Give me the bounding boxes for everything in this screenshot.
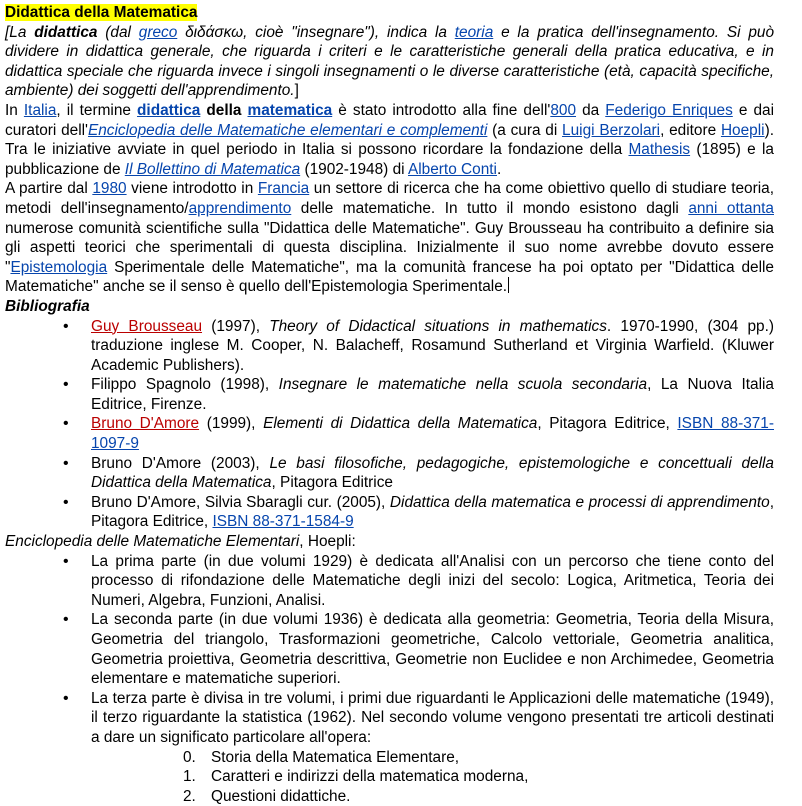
link-bruno-damore[interactable]: Bruno D'Amore <box>91 415 200 433</box>
link-matematica[interactable]: matematica <box>247 101 333 119</box>
link-didattica[interactable]: didattica <box>137 101 201 119</box>
term-didattica: didattica <box>34 23 98 41</box>
list-item: • Bruno D'Amore (1999), Elementi di Didattica della Matematica, Pitagora Editrice, ISBN 88-371-1097-9 <box>5 414 774 453</box>
link-alberto-conti[interactable]: Alberto Conti <box>407 160 497 178</box>
link-luigi-berzolari[interactable]: Luigi Berzolari <box>562 121 661 139</box>
link-epistemologia[interactable]: Epistemologia <box>10 258 108 276</box>
list-item: • La seconda parte (in due volumi 1936) è dedicata alla geometria: Geometria, Teoria della Misura, Geometria del triangolo, Trasformazioni geometriche, Calcolo vettoriale, Geometria analitica, Geometria proiettiva, Geometria descrittiva, Geometrie non Euclidee e non Archimedee, Geometria elementare e matematiche superiori. <box>5 610 774 688</box>
link-isbn-1584[interactable]: ISBN 88-371-1584-9 <box>212 513 354 531</box>
paragraph-italia: In Italia, il termine didattica della matematica è stato introdotto alla fine dell'800 da Federigo Enriques e dai curatori dell'Enciclopedia delle Matematiche elementari e complementi (a cura di Luigi Berzolari, editore Hoepli). Tra le iniziative avviate in quel periodo in Italia si possono ricordare la fondazione della Mathesis (1895) e la pubblicazione de Il Bollettino di Matematica (1902-1948) di Alberto Conti. <box>5 101 775 178</box>
link-teoria[interactable]: teoria <box>454 23 494 41</box>
link-isbn-1097[interactable]: ISBN 88-371-1097-9 <box>91 415 774 453</box>
enciclopedia-list <box>5 552 774 748</box>
link-francia[interactable]: Francia <box>257 180 310 198</box>
bibliografia-heading: Bibliografia <box>5 297 90 315</box>
intro-paragraph: [La didattica (dal greco διδάσκω, cioè "insegnare"), indica la teoria e la pratica dell'insegnamento. Si può dividere in didattica generale, che riguarda i criteri e le caratteristiche generali della pratica educativa, e in didattica speciale che riguarda invece i singoli insegnamenti o le diverse caratteristiche (età, capacità specifiche, ambiente) dei soggetti dell'apprendimento.] <box>5 23 775 100</box>
document-title: Didattica della Matematica <box>5 4 198 21</box>
list-item: 0. Storia della Matematica Elementare, <box>183 748 460 766</box>
link-bollettino[interactable]: Il Bollettino di Matematica <box>124 160 301 178</box>
document-body <box>5 3 774 806</box>
link-guy-brousseau[interactable]: Guy Brousseau <box>91 317 203 335</box>
link-1980[interactable]: 1980 <box>92 180 127 198</box>
list-item: 1. Caratteri e indirizzi della matematica moderna, <box>183 768 529 786</box>
link-greco[interactable]: greco <box>138 23 178 41</box>
text-cursor <box>508 277 509 293</box>
link-anni-ottanta[interactable]: anni ottanta <box>688 199 774 217</box>
list-item: • Guy Brousseau (1997), Theory of Didactical situations in mathematics. 1970-1990, (304 pp.) traduzione inglese M. Cooper, N. Balacheff, Rosamund Sutherland et Virginia Warfield. (Kluwer Academic Publishers). <box>5 317 774 376</box>
list-item: • Bruno D'Amore, Silvia Sbaragli cur. (2005), Didattica della matematica e processi di apprendimento, Pitagora Editrice, ISBN 88-371-1584-9 <box>5 493 774 532</box>
link-hoepli[interactable]: Hoepli <box>720 121 765 139</box>
list-item: • Bruno D'Amore (2003), Le basi filosofiche, pedagogiche, epistemologiche e concettuali della Didattica della Matematica, Pitagora Editrice <box>5 454 774 493</box>
enciclopedia-heading: Enciclopedia delle Matematiche Elementari, Hoepli: <box>5 533 356 551</box>
list-item: • La prima parte (in due volumi 1929) è dedicata all'Analisi con un percorso che tiene conto del processo di rifondazione delle Matematiche degli inizi del secolo: Logica, Aritmetica, Teoria dei Numeri, Algebra, Funzioni, Analisi. <box>5 552 774 611</box>
paragraph-francia: A partire dal 1980 viene introdotto in Francia un settore di ricerca che ha come obiettivo quello di studiare teoria, metodi dell'insegnamento/apprendimento delle matematiche. In tutto il mondo esistono dagli anni ottanta numerose comunità scientifiche sulla "Didattica delle Matematiche". Guy Brousseau ha contribuito a definire sia gli aspetti teorici che sperimentali di questa disciplina. Inizialmente il suo nome avrebbe dovuto essere "Epistemologia Sperimentale delle Matematiche", ma la comunità francese ha poi optato per "Didattica delle Matematiche" anche se il senso è quello dell'Epistemologia Sperimentale. <box>5 180 774 296</box>
link-italia[interactable]: Italia <box>23 101 57 119</box>
link-apprendimento[interactable]: apprendimento <box>188 199 292 217</box>
articoli-list <box>5 748 774 806</box>
link-mathesis[interactable]: Mathesis <box>628 141 691 159</box>
list-item: • Filippo Spagnolo (1998), Insegnare le matematiche nella scuola secondaria, La Nuova Italia Editrice, Firenze. <box>5 375 774 414</box>
list-item: 2. Questioni didattiche. <box>183 787 351 805</box>
list-item: • La terza parte è divisa in tre volumi, i primi due riguardanti le Applicazioni delle matematiche (1949), il terzo riguardante la statistica (1962). Nel secondo volume vengono presentati tre articoli destinati a dare un significato particolare all'opera: <box>5 689 774 748</box>
link-enciclopedia[interactable]: Enciclopedia delle Matematiche elementari e complementi <box>87 121 488 139</box>
link-800[interactable]: 800 <box>550 101 577 119</box>
link-federigo-enriques[interactable]: Federigo Enriques <box>605 101 733 119</box>
bibliografia-list <box>5 317 774 533</box>
